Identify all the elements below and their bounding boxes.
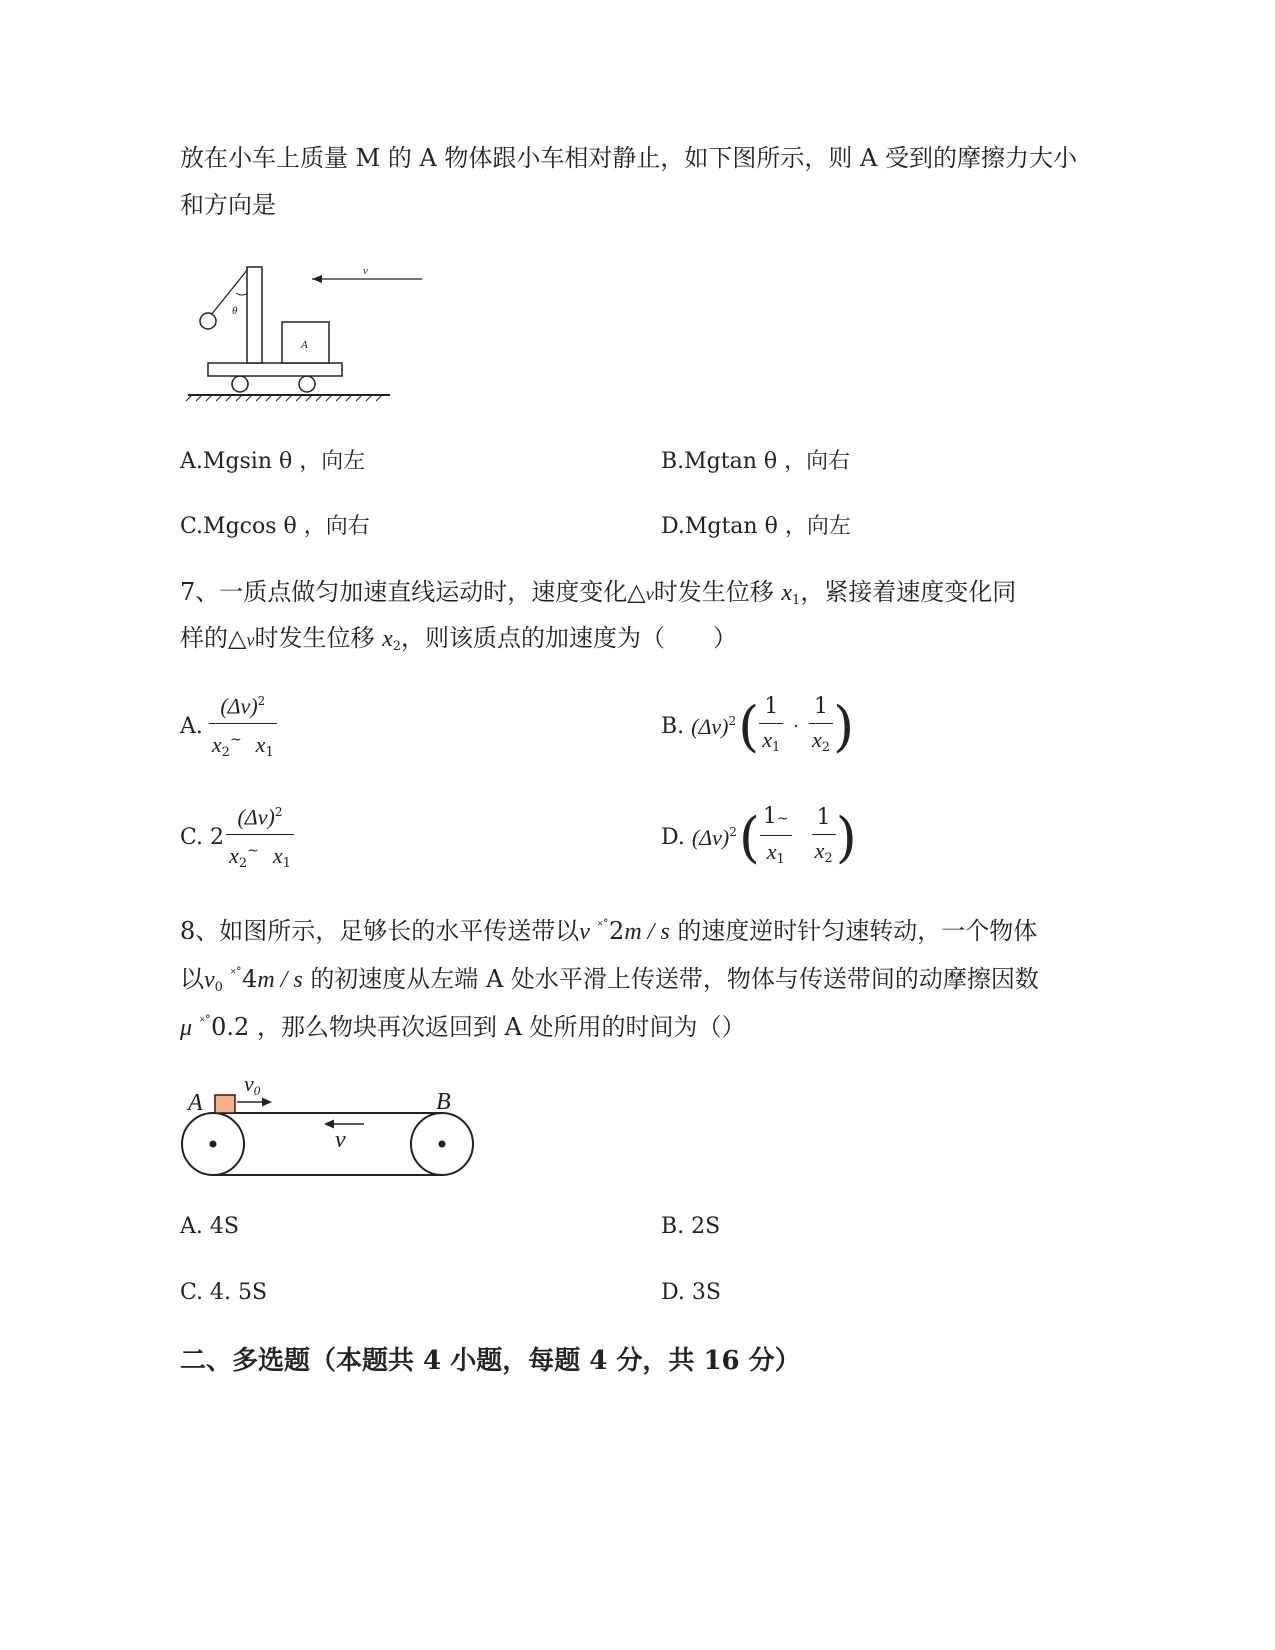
velocity-label: v <box>363 265 368 277</box>
q6-cart-figure <box>180 255 430 405</box>
q7-option-d[interactable]: D. (Δv) $^2$ ( $\frac{1\sim}{x_1}$ $\frac{1}{x_2}$ ) <box>661 803 857 869</box>
q8-text-line1: 8、如图所示，足够长的水平传送带以v ˟˚2m / s 的速度逆时针匀速转动，一个物体 <box>180 917 1038 945</box>
q8-text-line3: μ ˟˚0.2 ，那么物块再次返回到 A 处所用的时间为（） <box>180 1013 746 1041</box>
q8-conveyor-figure <box>180 1068 480 1183</box>
block-a-label: A <box>301 339 308 351</box>
q8-text-line2: 以$v_0$ ˟˚4m / s 的初速度从左端 A 处水平滑上传送带，物体与传送带间的动摩擦因数 <box>180 965 1039 995</box>
q6-text-line2: 和方向是 <box>180 191 276 219</box>
q7-option-b[interactable]: B. (Δv) $^2$ ( $\frac{1}{x_1}$ · $\frac{1}{x_2}$ ) <box>661 693 855 758</box>
conveyor-label-a: A <box>188 1090 203 1116</box>
q7-text-line1: 7、一质点做匀加速直线运动时，速度变化△v时发生位移 $x_1$，紧接着速度变化同 <box>180 578 1017 608</box>
q6-option-b[interactable]: B.Mgtan θ ，向右 <box>661 449 851 474</box>
q8-option-c[interactable]: C. 4. 5S <box>180 1280 268 1305</box>
q7-option-a[interactable]: A. $\frac{(\Delta v)^2}{x_2^\sim x_1}$ <box>180 695 277 759</box>
q6-option-a[interactable]: A.Mgsin θ ，向左 <box>180 449 366 474</box>
q6-option-d[interactable]: D.Mgtan θ ，向左 <box>661 514 851 539</box>
q6-option-c[interactable]: C.Mgcos θ ，向右 <box>180 514 370 539</box>
q8-option-b[interactable]: B. 2S <box>661 1214 721 1239</box>
conveyor-label-v0: v0 <box>244 1071 261 1098</box>
q8-option-a[interactable]: A. 4S <box>180 1214 239 1239</box>
conveyor-label-v: v <box>335 1127 346 1153</box>
conveyor-label-b: B <box>436 1089 451 1115</box>
section-heading: 二、多选题（本题共 4 小题，每题 4 分，共 16 分） <box>180 1346 801 1376</box>
q6-text-line1: 放在小车上质量 M 的 A 物体跟小车相对静止，如下图所示，则 A 受到的摩擦力大小 <box>180 144 1078 172</box>
q7-option-c[interactable]: C. 2 $\frac{(\Delta v)^2}{x_2^\sim x_1}$ <box>180 806 294 870</box>
q7-text-line2: 样的△v时发生位移 $x_2$，则该质点的加速度为（ ） <box>180 624 738 654</box>
theta-label: θ <box>232 305 238 317</box>
q8-option-d[interactable]: D. 3S <box>661 1280 721 1305</box>
conveyor-block <box>215 1095 235 1113</box>
